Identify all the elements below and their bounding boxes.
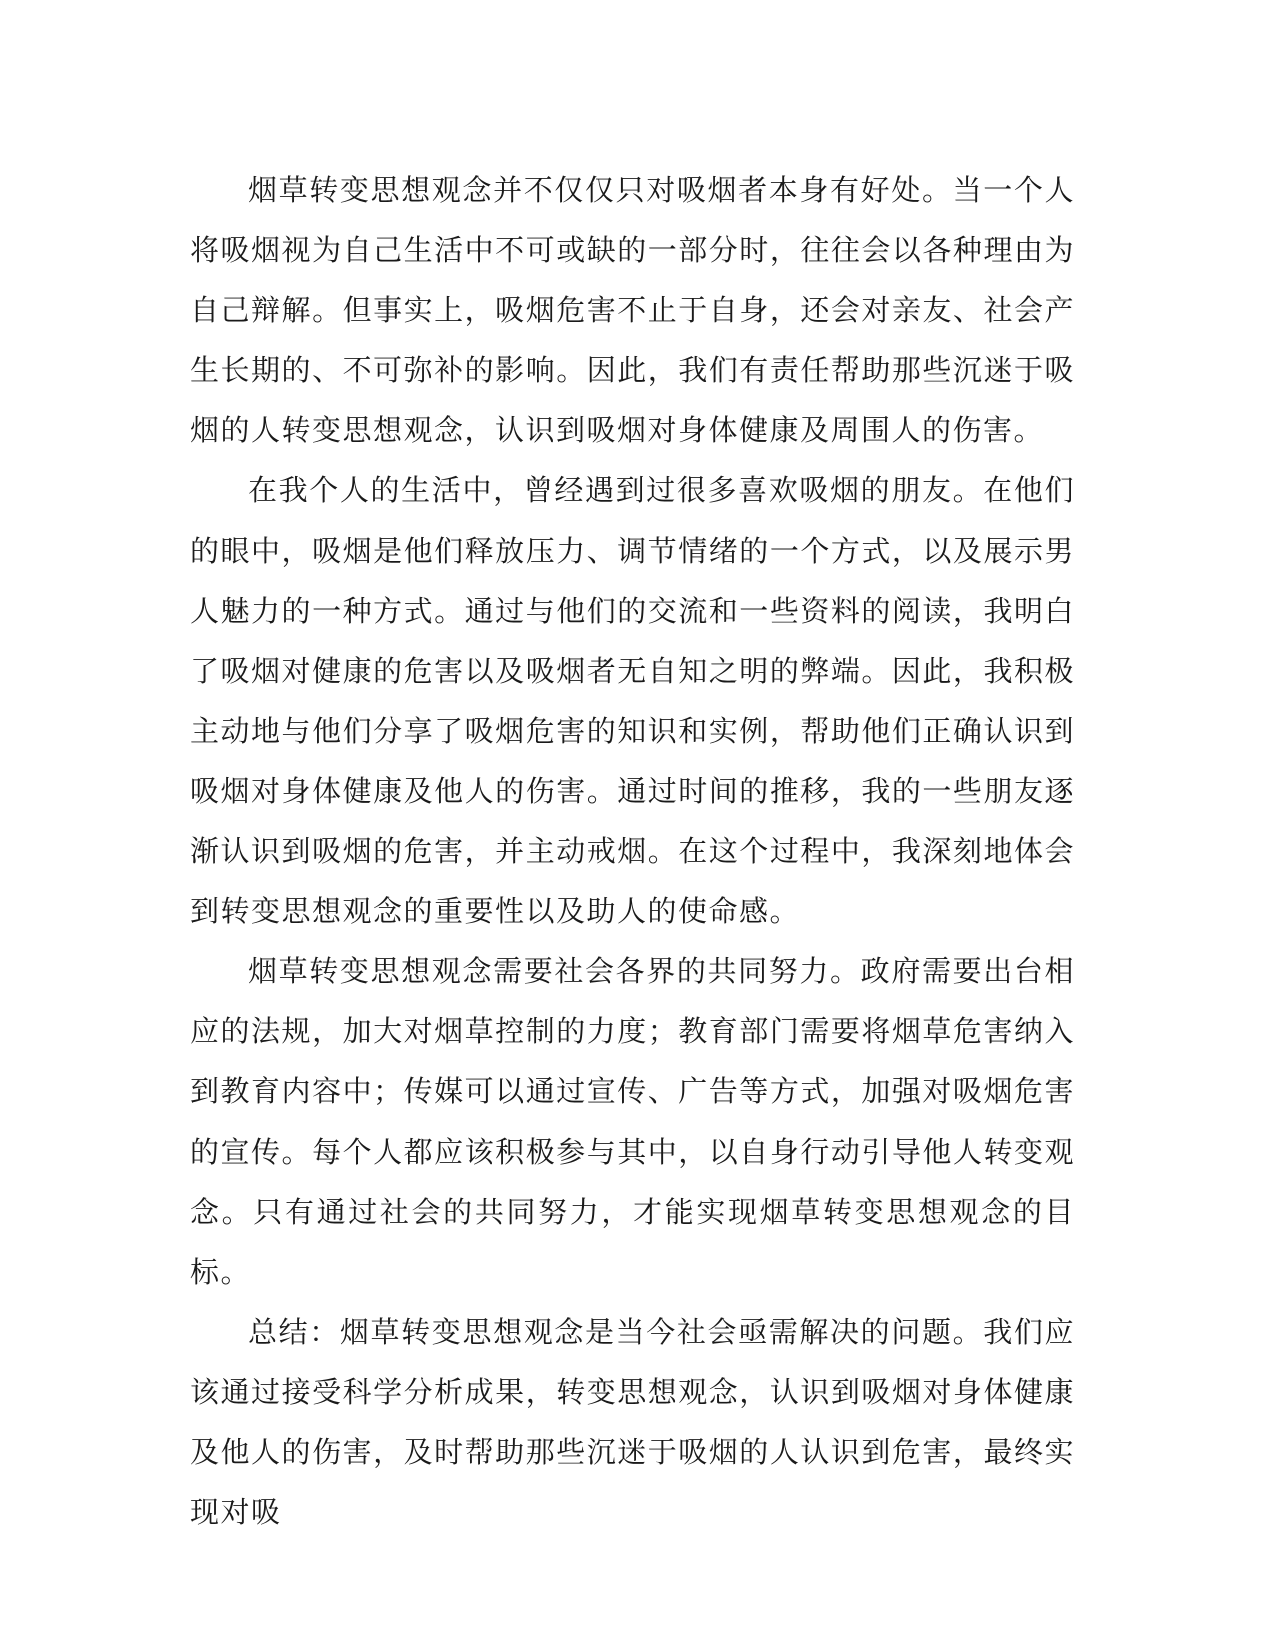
paragraph-1: 烟草转变思想观念并不仅仅只对吸烟者本身有好处。当一个人将吸烟视为自己生活中不可或缺的一部分时，往往会以各种理由为自己辩解。但事实上，吸烟危害不止于自身，还会对亲友、社会产生长期的、不可弥补的影响。因此，我们有责任帮助那些沉迷于吸烟的人转变思想观念，认识到吸烟对身体健康及周围人的伤害。 bbox=[190, 173, 1075, 448]
paragraph-3: 烟草转变思想观念需要社会各界的共同努力。政府需要出台相应的法规，加大对烟草控制的力度；教育部门需要将烟草危害纳入到教育内容中；传媒可以通过宣传、广告等方式，加强对吸烟危害的宣传。每个人都应该积极参与其中，以自身行动引导他人转变观念。只有通过社会的共同努力，才能实现烟草转变思想观念的目标。 bbox=[190, 954, 1075, 1289]
paragraph-2: 在我个人的生活中，曾经遇到过很多喜欢吸烟的朋友。在他们的眼中，吸烟是他们释放压力、调节情绪的一个方式，以及展示男人魅力的一种方式。通过与他们的交流和一些资料的阅读，我明白了吸烟对健康的危害以及吸烟者无自知之明的弊端。因此，我积极主动地与他们分享了吸烟危害的知识和实例，帮助他们正确认识到吸烟对身体健康及他人的伤害。通过时间的推移，我的一些朋友逐渐认识到吸烟的危害，并主动戒烟。在这个过程中，我深刻地体会到转变思想观念的重要性以及助人的使命感。 bbox=[190, 473, 1075, 929]
paragraph-4: 总结：烟草转变思想观念是当今社会亟需解决的问题。我们应该通过接受科学分析成果，转变思想观念，认识到吸烟对身体健康及他人的伤害，及时帮助那些沉迷于吸烟的人认识到危害，最终实现对吸 bbox=[190, 1314, 1075, 1530]
document-body bbox=[190, 160, 1075, 1542]
